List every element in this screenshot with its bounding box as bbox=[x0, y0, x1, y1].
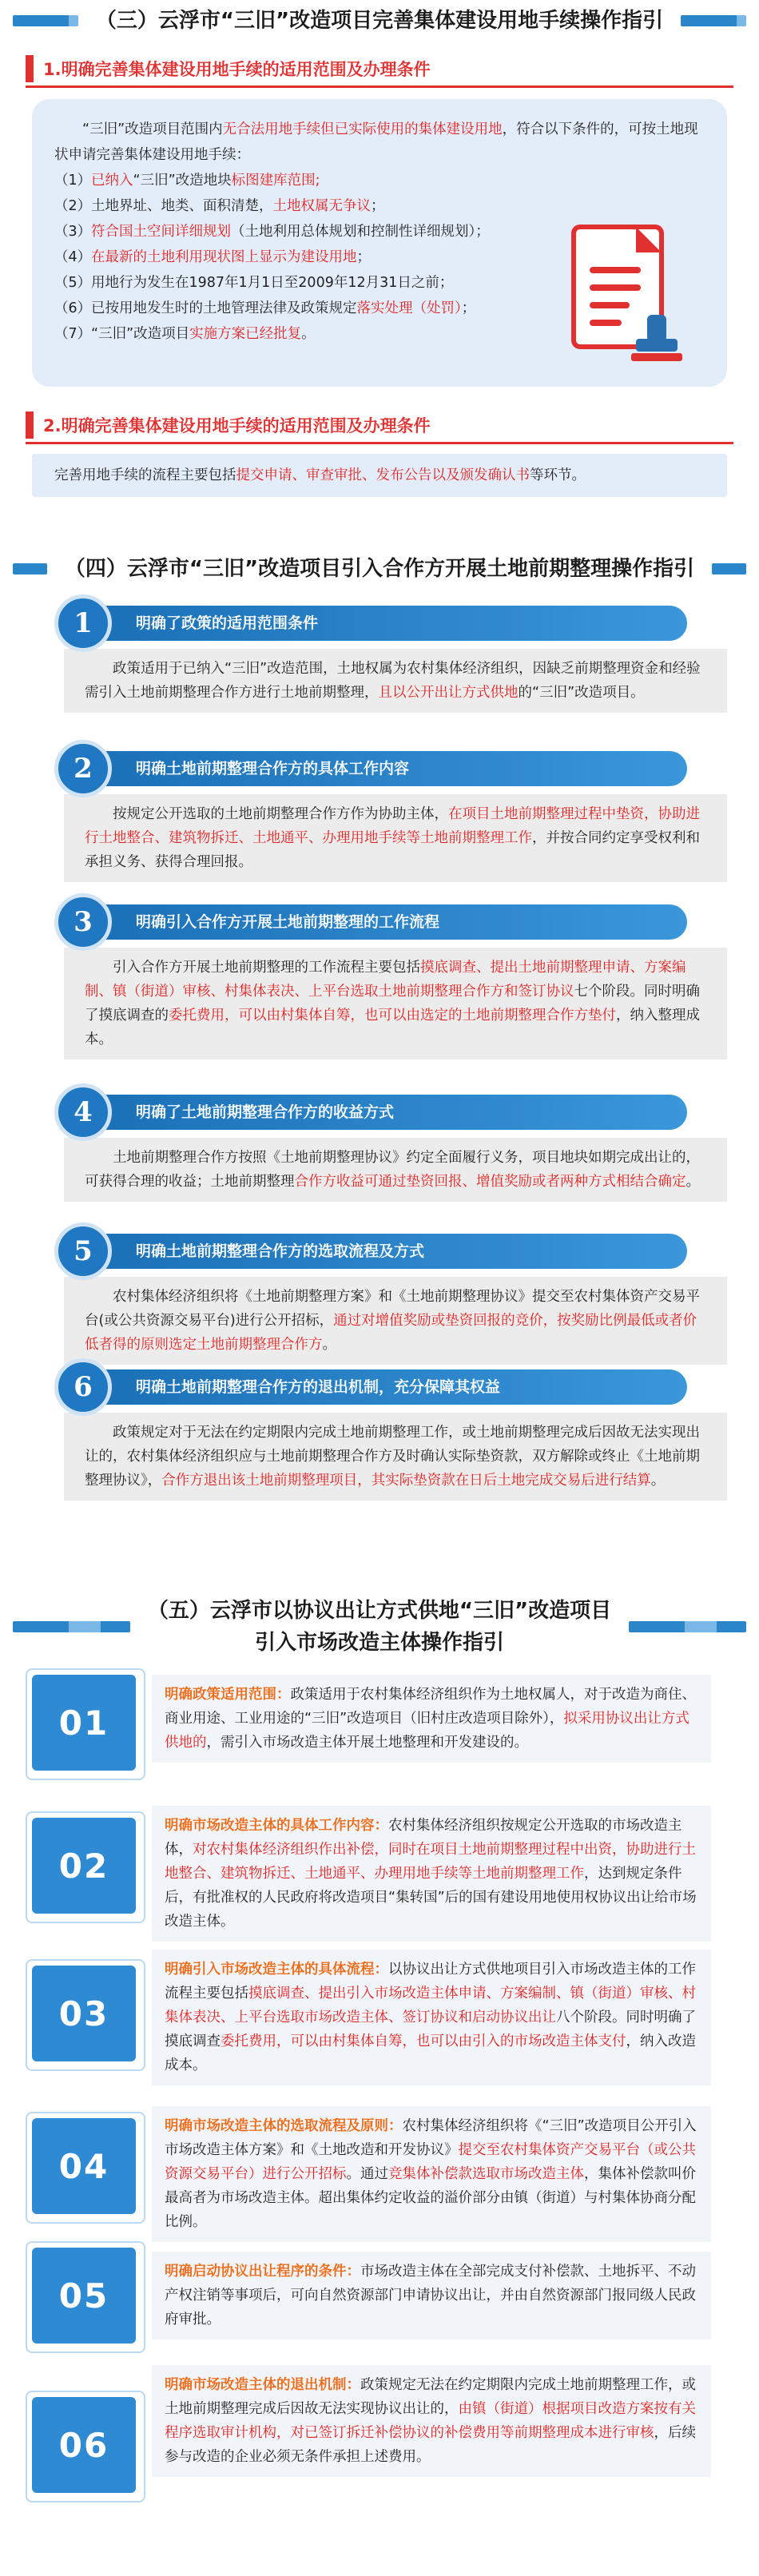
flow-highlight: 提交申请、审查审批、发布公告以及颁发确认书 bbox=[236, 467, 530, 483]
step-body bbox=[152, 1806, 711, 1942]
step-text-3: ，纳入改造成本。 bbox=[165, 2033, 696, 2073]
condition-plain-2: 。 bbox=[301, 326, 316, 342]
section3-subheading-2 bbox=[26, 407, 733, 444]
step-number-block: 02 bbox=[32, 1818, 136, 1914]
step-body bbox=[152, 1675, 711, 1763]
condition-plain: 土地界址、地类、面积清楚， bbox=[91, 198, 273, 214]
step-highlight-2: 委托费用，可以由村集体自筹，也可以由选定的土地前期整理合作方垫付 bbox=[169, 1008, 616, 1024]
section3-title: （三）云浮市“三旧”改造项目完善集体建设用地手续操作指引 bbox=[95, 9, 664, 33]
condition-text bbox=[91, 270, 453, 296]
section5-title-line2: 引入市场改造主体操作指引 bbox=[254, 1631, 504, 1655]
step-text: 引入合作方开展土地前期整理的工作流程主要包括 bbox=[113, 960, 420, 976]
condition-plain: “三旧”改造地块 bbox=[133, 173, 232, 189]
lead-text-end: ，符合以下条件的，可按土地现状申请完善集体建设用地手续： bbox=[54, 121, 698, 163]
step-highlight: 摸底调查、提出土地前期整理申请、方案编制、镇（街道）审核、村集体表决、上平台选取土地前期整理合作方和签订协议 bbox=[85, 960, 686, 1000]
step-text-2: 七个阶段。同时明确了摸底调查的 bbox=[85, 984, 700, 1024]
header-bar-right bbox=[712, 563, 746, 574]
condition-highlight-2: 落实处理（处罚） bbox=[356, 300, 462, 316]
flow-card bbox=[32, 454, 727, 497]
step-body bbox=[64, 794, 727, 882]
condition-plain: 用地行为发生在1987年1月1日至2009年12月31日之前； bbox=[91, 275, 454, 291]
step-text-2: 。 bbox=[650, 1473, 666, 1489]
step-text: 政策适用于已纳入“三旧”改造范围，土地权属为农村集体经济组织，因缺乏前期整理资金和经验需引入土地前期整理合作方进行土地前期整理， bbox=[85, 661, 701, 701]
step-heading: 明确了土地前期整理合作方的收益方式 bbox=[80, 1095, 687, 1130]
subheading-text: 2.明确完善集体建设用地手续的适用范围及办理条件 bbox=[43, 415, 431, 435]
step-highlight: 摸底调查、提出引入市场改造主体申请、方案编制、镇（街道）审核、村集体表决、上平台选取市场改造主体、签订协议和启动协议出让 bbox=[165, 1986, 696, 2025]
lead-text: “三旧”改造项目范围内 bbox=[82, 121, 223, 137]
step-text-3: ，集体补偿款叫价最高者为市场改造主体。超出集体约定收益的溢价部分由镇（街道）与村集体协商分配比例。 bbox=[165, 2166, 696, 2230]
section4-header bbox=[0, 553, 759, 585]
condition-highlight: 在最新的土地利用现状图上显示为建设用地 bbox=[91, 249, 357, 265]
condition-item bbox=[54, 244, 614, 270]
condition-item bbox=[54, 219, 614, 244]
condition-item bbox=[54, 296, 614, 321]
step-number-block: 05 bbox=[32, 2248, 136, 2343]
step-number-badge: 6 bbox=[54, 1358, 112, 1416]
header-bar-left bbox=[13, 1621, 130, 1632]
condition-text bbox=[91, 193, 385, 219]
step-number-block: 01 bbox=[32, 1675, 136, 1771]
step-text-2: 。 bbox=[685, 1174, 700, 1190]
step-lead: 明确市场改造主体的具体工作内容： bbox=[165, 1818, 388, 1834]
header-bar-left bbox=[13, 563, 47, 574]
market-step bbox=[32, 2106, 711, 2230]
step-text: 农村集体经济组织将《土地前期整理方案》和《土地前期整理协议》提交至农村集体资产交易平台(或公共资源交易平台)进行公开招标， bbox=[85, 1289, 700, 1329]
section5 bbox=[0, 1595, 759, 1659]
step-highlight: 在项目土地前期整理过程中垫资，协助进行土地整合、建筑物拆迁、土地通平、办理用地手续等土地前期整理工作 bbox=[85, 806, 700, 846]
condition-plain-2: ； bbox=[371, 198, 385, 214]
section3 bbox=[0, 5, 759, 497]
step-text-2: 的“三旧”改造项目。 bbox=[518, 685, 645, 701]
condition-item bbox=[54, 168, 614, 193]
step-lead: 明确引入市场改造主体的具体流程： bbox=[165, 1962, 388, 1978]
step-number-block: 04 bbox=[32, 2118, 136, 2214]
conditions-lead bbox=[54, 117, 709, 168]
step-heading: 明确引入合作方开展土地前期整理的工作流程 bbox=[80, 904, 687, 940]
step-text: 土地前期整理合作方按照《土地前期整理协议》约定全面履行义务，项目地块如期完成出让的，可获得合理的收益；土地前期整理 bbox=[85, 1150, 700, 1190]
step-highlight-2: 竞集体补偿款选取市场改造主体 bbox=[388, 2166, 584, 2182]
step-text-2: ，需引入市场改造主体开展土地整理和开发建设的。 bbox=[206, 1735, 528, 1751]
condition-text bbox=[91, 296, 475, 321]
condition-number: （1） bbox=[54, 173, 92, 189]
step-highlight: 由镇（街道）根据项目改造方案按有关程序选取审计机构，对已签订拆迁补偿协议的补偿费用等前期整理成本进行审核 bbox=[165, 2401, 696, 2441]
step-number-badge: 3 bbox=[54, 893, 112, 951]
condition-item bbox=[54, 321, 614, 347]
header-bar-right bbox=[681, 15, 746, 26]
flow-text-end: 等环节。 bbox=[530, 467, 586, 483]
conditions-card bbox=[32, 99, 727, 387]
step-heading: 明确土地前期整理合作方的退出机制，充分保障其权益 bbox=[80, 1369, 687, 1405]
step-text: 农村集体经济组织按规定公开选取的市场改造主体， bbox=[165, 1818, 682, 1858]
lead-highlight: 无合法用地手续但已实际使用的集体建设用地 bbox=[222, 121, 503, 137]
step-text-2: ，并按合同约定享受权利和承担义务、获得合理回报。 bbox=[85, 830, 700, 870]
step-text: 政策规定对于无法在约定期限内完成土地前期整理工作，或土地前期整理完成后因故无法实现出让的，农村集体经济组织应与土地前期整理合作方及时确认实际垫资款，双方解除或终止《土地前期整理协议》， bbox=[85, 1425, 700, 1489]
section5-title-line1: （五）云浮市以协议出让方式供地“三旧”改造项目 bbox=[147, 1599, 612, 1623]
step-body bbox=[64, 1413, 727, 1501]
condition-highlight-2: 标图建库范围; bbox=[231, 173, 320, 189]
step-text: 以协议出让方式供地项目引入市场改造主体的工作流程主要包括 bbox=[165, 1962, 696, 2002]
step-text: 市场改造主体在全部完成支付补偿款、土地拆平、不动产权注销等事项后，可向自然资源部门申请协议出让，并由自然资源部门报同级人民政府审批。 bbox=[165, 2264, 696, 2328]
condition-highlight: 符合国土空间详细规划 bbox=[91, 224, 231, 240]
step-highlight: 合作方退出该土地前期整理项目，其实际垫资款在日后土地完成交易后进行结算 bbox=[161, 1473, 651, 1489]
condition-item bbox=[54, 193, 614, 219]
step-lead: 明确政策适用范围： bbox=[165, 1687, 291, 1703]
step-number-block: 03 bbox=[32, 1966, 136, 2061]
condition-number: （5） bbox=[54, 275, 92, 291]
condition-highlight: 已纳入 bbox=[91, 173, 133, 189]
step-body bbox=[152, 2106, 711, 2242]
step-body bbox=[152, 1950, 711, 2085]
condition-plain: （土地利用总体规划和控制性详细规划）； bbox=[231, 224, 490, 240]
step-number-badge: 4 bbox=[54, 1083, 112, 1141]
step-highlight-2: 委托费用，可以由村集体自筹，也可以由引入的市场改造主体支付 bbox=[221, 2033, 626, 2049]
section4 bbox=[0, 553, 759, 585]
step-text: 政策适用于农村集体经济组织作为土地权属人，对于改造为商住、商业用途、工业用途的“三旧”改造项目（旧村庄改造项目除外）， bbox=[165, 1687, 696, 1727]
step-body bbox=[64, 1138, 727, 1202]
step-text: 按规定公开选取的土地前期整理合作方作为协助主体， bbox=[113, 806, 448, 822]
condition-text bbox=[91, 244, 371, 270]
step-body bbox=[64, 948, 727, 1059]
step-lead: 明确市场改造主体的选取流程及原则： bbox=[165, 2118, 403, 2134]
step-body bbox=[64, 1277, 727, 1365]
step-text-2: 八个阶段。同时明确了摸底调查 bbox=[165, 2010, 696, 2049]
step-body bbox=[152, 2252, 711, 2339]
step-text: 农村集体经济组织将《“三旧”改造项目公开引入市场改造主体方案》和《土地改造和开发协议》 bbox=[165, 2118, 697, 2158]
market-step bbox=[32, 1950, 711, 2077]
step-lead: 明确市场改造主体的退出机制： bbox=[165, 2377, 360, 2393]
condition-plain-2: ； bbox=[461, 300, 476, 316]
subheading-text: 1.明确完善集体建设用地手续的适用范围及办理条件 bbox=[43, 59, 431, 79]
step-text-2: 。 bbox=[322, 1337, 336, 1353]
step-highlight: 拟采用协议出让方式供地的 bbox=[165, 1711, 689, 1751]
section3-header bbox=[0, 5, 759, 37]
condition-highlight-2: 实施方案已经批复 bbox=[189, 326, 302, 342]
header-bar-left bbox=[13, 15, 78, 26]
step-number-block: 06 bbox=[32, 2397, 136, 2493]
step-heading: 明确土地前期整理合作方的具体工作内容 bbox=[80, 751, 687, 786]
step-body bbox=[64, 649, 727, 713]
step-text-2: ，达到规定条件后，有批准权的人民政府将改造项目“集转国”后的国有建设用地使用权协议出让给市场改造主体。 bbox=[165, 1866, 697, 1930]
condition-text bbox=[91, 219, 490, 244]
condition-highlight-2: 土地权属无争议 bbox=[272, 198, 371, 214]
section4-title: （四）云浮市“三旧”改造项目引入合作方开展土地前期整理操作指引 bbox=[64, 557, 695, 581]
step-body bbox=[152, 2365, 711, 2477]
market-step bbox=[32, 1806, 711, 1930]
condition-item bbox=[54, 270, 614, 296]
step-heading: 明确了政策的适用范围条件 bbox=[80, 606, 687, 641]
step-heading: 明确土地前期整理合作方的选取流程及方式 bbox=[80, 1234, 687, 1269]
step-text-2: 。通过 bbox=[346, 2166, 388, 2182]
step-highlight: 通过对增值奖励或垫资回报的竞价，按奖励比例最低或者价低者得的原则选定土地前期整理合作方 bbox=[85, 1313, 697, 1353]
step-highlight: 提交至农村集体资产交易平台（或公共资源交易平台）进行公开招标 bbox=[165, 2142, 696, 2182]
step-highlight: 对农村集体经济组织作出补偿，同时在项目土地前期整理过程中出资，协助进行土地整合、建筑物拆迁、土地通平、办理用地手续等土地前期整理工作 bbox=[165, 1842, 696, 1882]
market-step bbox=[32, 2252, 711, 2339]
subheading-marker bbox=[26, 55, 34, 82]
header-bar-right bbox=[629, 1621, 746, 1632]
document-stamp-icon bbox=[559, 219, 695, 371]
flow-text: 完善用地手续的流程主要包括 bbox=[54, 467, 236, 483]
step-highlight: 且以公开出让方式供地 bbox=[378, 685, 519, 701]
step-text-3: ，纳入整理成本。 bbox=[85, 1008, 700, 1047]
step-lead: 明确启动协议出让程序的条件： bbox=[165, 2264, 360, 2280]
section5-title bbox=[130, 1595, 629, 1659]
condition-text bbox=[91, 321, 316, 347]
condition-plain: ； bbox=[356, 249, 371, 265]
condition-number: （2） bbox=[54, 198, 92, 214]
subheading-marker bbox=[26, 411, 34, 439]
section3-subheading-1 bbox=[26, 51, 733, 88]
condition-number: （4） bbox=[54, 249, 92, 265]
section5-header bbox=[0, 1595, 759, 1659]
market-step bbox=[32, 2365, 711, 2525]
step-text: 政策规定无法在约定期限内完成土地前期整理工作，或土地前期整理完成后因故无法实现协议出让的， bbox=[165, 2377, 696, 2417]
condition-number: （3） bbox=[54, 224, 92, 240]
condition-plain: 已按用地发生时的土地管理法律及政策规定 bbox=[91, 300, 357, 316]
step-text-2: ，后续参与改造的企业必须无条件承担上述费用。 bbox=[165, 2425, 696, 2465]
condition-plain: “三旧”改造项目 bbox=[91, 326, 190, 342]
market-step bbox=[32, 1675, 711, 1771]
condition-number: （7） bbox=[54, 326, 92, 342]
condition-text bbox=[91, 168, 320, 193]
step-number-badge: 1 bbox=[54, 594, 112, 652]
condition-number: （6） bbox=[54, 300, 92, 316]
step-number-badge: 2 bbox=[54, 740, 112, 797]
step-highlight: 合作方收益可通过垫资回报、增值奖励或者两种方式相结合确定 bbox=[294, 1174, 686, 1190]
step-number-badge: 5 bbox=[54, 1222, 112, 1280]
